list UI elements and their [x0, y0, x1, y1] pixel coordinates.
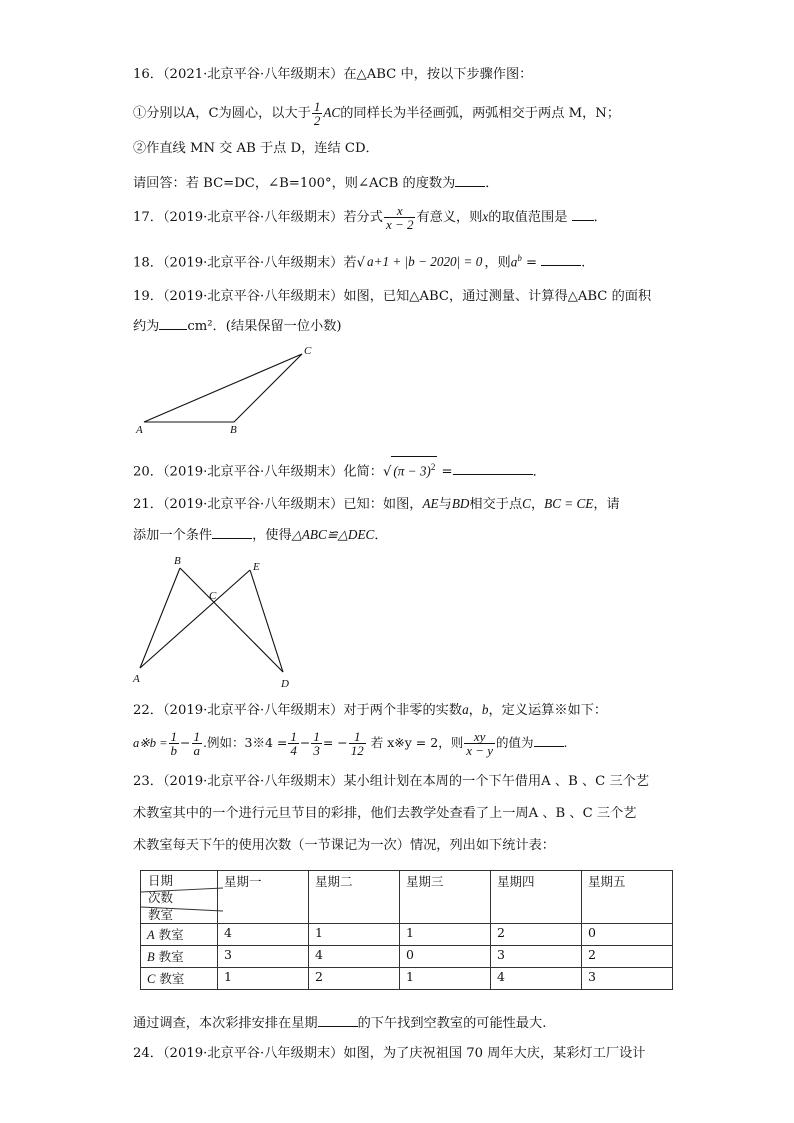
- q21-answer-blank[interactable]: [212, 524, 252, 539]
- table-cell: 0: [400, 946, 491, 968]
- q23-line2: 术教室其中的一个进行元旦节目的彩排，他们去教学处查看了上一周A 、B 、C 三个艺: [133, 806, 637, 821]
- q16-line2-b: 的同样长为半径画弧，两弧相交于两点 M，N；: [340, 106, 621, 121]
- label-e: E: [253, 561, 260, 573]
- triangle-abc: [144, 354, 302, 422]
- q18-answer-blank[interactable]: [541, 251, 581, 266]
- corner-date: 日期: [148, 873, 174, 888]
- q16-line1: 16．（2021·北京平谷·八年级期末）在△ABC 中，按以下步骤作图：: [133, 67, 533, 82]
- label-a: A: [136, 424, 143, 436]
- q19-line1: 19．（2019·北京平谷·八年级期末）如图，已知△ABC，通过测量、计算得△ABC 的面积: [133, 289, 652, 304]
- label-b: B: [230, 424, 237, 436]
- q21-line1: 21．（2019·北京平谷·八年级期末）已知：如图，AE与BD相交于点C，BC = CE，请: [133, 496, 620, 512]
- corner-cell: [141, 871, 218, 924]
- usage-table: [140, 870, 673, 990]
- table-row: [141, 968, 673, 990]
- q16-ac: AC: [323, 105, 341, 120]
- q20-line: 20．（2019·北京平谷·八年级期末）化简：√ $(\pi - 3)^2$ = ．: [133, 456, 546, 482]
- q17-answer-blank[interactable]: [572, 206, 594, 221]
- label-d: D: [281, 678, 289, 690]
- q19-answer-blank[interactable]: [159, 315, 187, 330]
- sqrt-sign: √: [382, 464, 392, 480]
- q21-bowtie-figure: [128, 552, 308, 692]
- table-cell: 2: [491, 924, 582, 946]
- table-row: [141, 946, 673, 968]
- table-header-row: [141, 871, 673, 924]
- table-cell: 1: [309, 924, 400, 946]
- q19-line2: 约为 cm²．(结果保留一位小数): [133, 315, 342, 337]
- header-cell: 星期一: [218, 871, 309, 924]
- table-cell: 1: [400, 924, 491, 946]
- table-cell: 4: [218, 924, 309, 946]
- segment-ed: [250, 570, 283, 672]
- corner-room: 教室: [148, 907, 174, 922]
- q21-line2: 添加一个条件 ，使得△ABC≌△DEC．: [133, 524, 388, 546]
- q23-conclusion: 通过调查，本次彩排安排在星期 的下午找到空教室的可能性最大.: [133, 1012, 546, 1034]
- q16-line4: 请回答：若 BC=DC，∠B=100°，则∠ACB 的度数为 ．: [133, 172, 498, 194]
- q22-line2: a※b = $\frac{1}{b}$ − $\frac{1}{a}$ .例如：3※4 = $\frac{1}{4}$ − $\frac{1}{3}$ = − $\frac{1}{12}$ 若 x※y = 2，则 $\frac{xy}{x - y}$ 的值为 .: [133, 729, 568, 758]
- q20-expression: $(\pi - 3)^2$: [391, 456, 437, 481]
- label-b: B: [174, 555, 181, 567]
- q16-line2-a: ①分别以A，C为圆心，以大于: [133, 106, 311, 121]
- header-cell: 星期四: [491, 871, 582, 924]
- row-label: A 教室: [141, 924, 218, 946]
- q16-answer-blank[interactable]: [455, 172, 485, 187]
- table-row: [141, 924, 673, 946]
- q17-fraction: $\frac{x}{x - 2}$: [385, 203, 414, 232]
- segment-bd: [180, 568, 283, 672]
- q23-line1: 23．（2019·北京平谷·八年级期末）某小组计划在本周的一个下午借用A 、B 、C 三个艺: [133, 774, 650, 789]
- row-label: B 教室: [141, 946, 218, 968]
- q24-line1: 24．（2019·北京平谷·八年级期末）如图，为了庆祝祖国 70 周年大庆，某彩灯工厂设计: [133, 1046, 646, 1061]
- label-c: C: [209, 590, 217, 602]
- q16-fraction: $\frac{1}{2}$: [313, 99, 321, 128]
- label-a: A: [133, 673, 140, 685]
- table-cell: 1: [218, 968, 309, 990]
- segment-ab: [140, 568, 180, 668]
- table-cell: 3: [491, 946, 582, 968]
- q16-line2: [133, 100, 620, 127]
- row-label: C 教室: [141, 968, 218, 990]
- q23-line3: 术教室每天下午的使用次数（一节课记为一次）情况，列出如下统计表：: [133, 838, 555, 853]
- header-cell: 星期二: [309, 871, 400, 924]
- q17-line: 17．（2019·北京平谷·八年级期末）若分式 $\frac{x}{x - 2}$ 有意义，则x的取值范围是 ．: [133, 203, 607, 232]
- q19-triangle-figure: [130, 340, 330, 440]
- segment-ae: [140, 570, 250, 668]
- table-cell: 3: [582, 968, 673, 990]
- q18-expression: a+1 + |b − 2020| = 0: [366, 254, 483, 270]
- sqrt-sign: √: [356, 255, 365, 271]
- header-cell: 星期五: [582, 871, 673, 924]
- table-cell: 1: [400, 968, 491, 990]
- table-cell: 3: [218, 946, 309, 968]
- q23-answer-blank[interactable]: [318, 1012, 358, 1027]
- q18-line: 18．（2019·北京平谷·八年级期末）若√ a+1 + |b − 2020| = 0 ，则$a^b$ = .: [133, 253, 586, 271]
- q22-line1: 22．（2019·北京平谷·八年级期末）对于两个非零的实数a，b，定义运算※如下：: [133, 702, 608, 718]
- label-c: C: [304, 345, 312, 357]
- corner-count: 次数: [148, 890, 174, 905]
- table-cell: 4: [491, 968, 582, 990]
- q16-line3: ②作直线 MN 交 AB 于点 D，连结 CD．: [133, 141, 379, 156]
- q22-answer-blank[interactable]: [534, 732, 564, 747]
- table-cell: 0: [582, 924, 673, 946]
- table-cell: 2: [309, 968, 400, 990]
- table-cell: 4: [309, 946, 400, 968]
- q20-answer-blank[interactable]: [453, 460, 533, 475]
- header-cell: 星期三: [400, 871, 491, 924]
- table-cell: 2: [582, 946, 673, 968]
